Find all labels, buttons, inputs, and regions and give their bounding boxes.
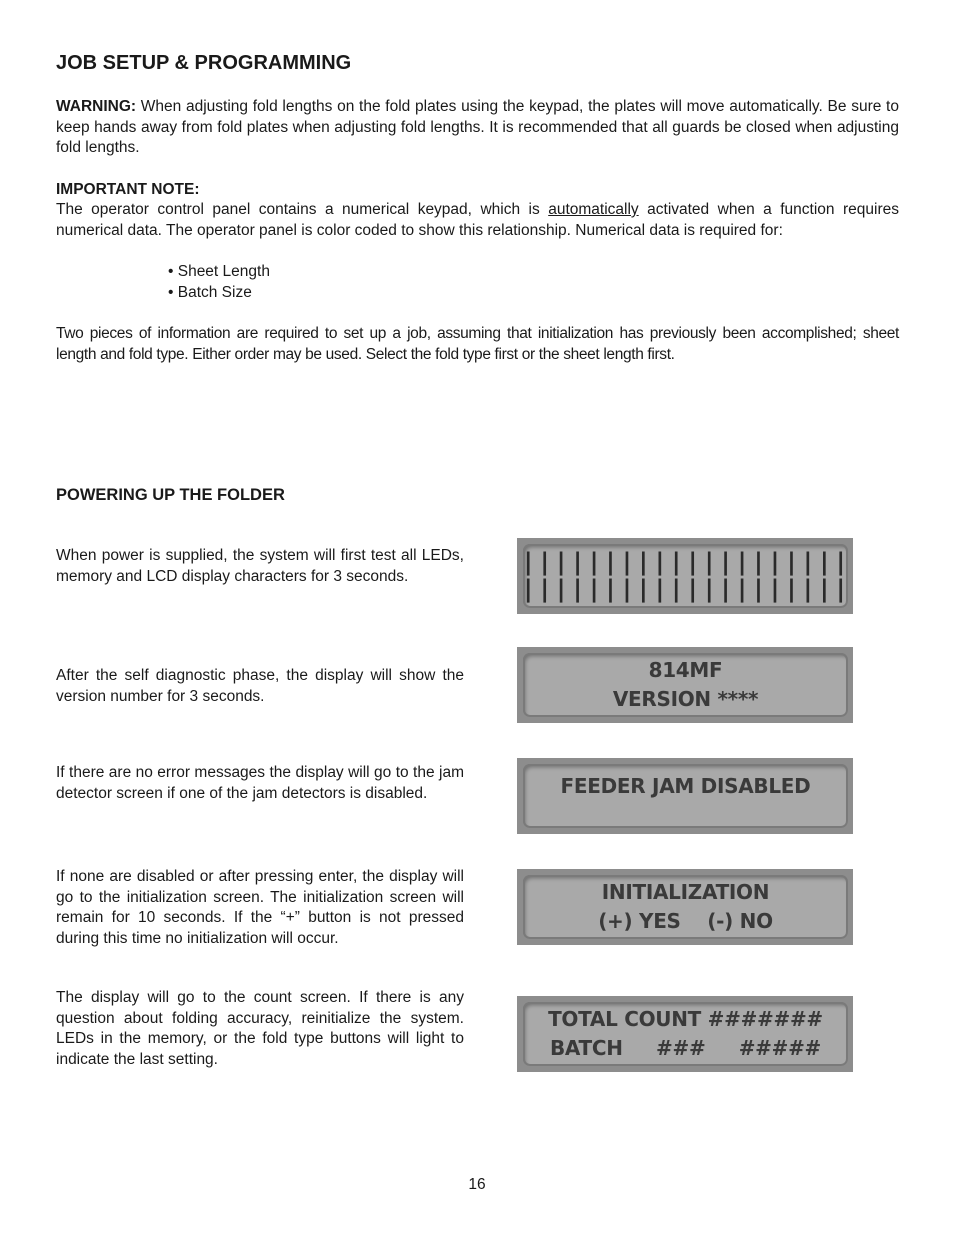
job-info-paragraph: Two pieces of information are required to set up a job, assuming that initialization has previously been accomplished; sheet length and fold type. Either order may be used. Select the fold type first or the sheet length first. — [56, 325, 899, 363]
lcd-batch: BATCH ### ##### — [549, 1036, 822, 1060]
lcd-jam-display — [517, 758, 853, 834]
step-version-text: After the self diagnostic phase, the display will show the version number for 3 seconds. — [56, 667, 464, 705]
warning-paragraph — [56, 97, 899, 159]
warning-label: WARNING: — [56, 98, 137, 115]
lcd-test-line-2: |||||||||||||||||||| — [521, 575, 850, 603]
lcd-initialization-display — [517, 869, 853, 945]
note-text-before: The operator control panel contains a numerical keypad, which is — [56, 201, 549, 218]
required-data-list — [168, 262, 270, 303]
lcd-count-display — [517, 996, 853, 1072]
list-item-batch-size: • Batch Size — [168, 283, 252, 301]
lcd-version-display — [517, 647, 853, 723]
lcd-feeder-jam-text: FEEDER JAM DISABLED — [560, 774, 811, 798]
step-jam-detector-text: If there are no error messages the display will go to the jam detector screen if one of the jam detectors is disabled. — [56, 764, 464, 802]
step-count-screen-text: The display will go to the count screen. If there is any question about folding accuracy, reinitialize the system. LEDs in the memory, or the fold type buttons will light to indicate the last setting. — [56, 989, 464, 1068]
step-self-test-text: When power is supplied, the system will first test all LEDs, memory and LCD display characters for 3 seconds. — [56, 547, 464, 585]
important-note-paragraph — [56, 200, 899, 241]
note-text-after: activated when a function requires numerical data. The operator panel is color coded to show this relationship. Numerical data is required for: — [56, 201, 899, 239]
warning-text: When adjusting fold lengths on the fold plates using the keypad, the plates will move automatically. Be sure to keep hands away from fold plates when adjusting fold lengths. It is recommended that all guards be closed when adjusting fold lengths. — [56, 98, 899, 156]
lcd-initialization-options: (+) YES (-) NO — [598, 909, 773, 933]
list-item-sheet-length: • Sheet Length — [168, 263, 270, 280]
lcd-total-count: TOTAL COUNT ####### — [548, 1007, 823, 1031]
page-title: JOB SETUP & PROGRAMMING — [56, 52, 352, 74]
lcd-version-number: VERSION **** — [612, 687, 759, 711]
page-number: 16 — [468, 1176, 486, 1193]
step-initialization-text: If none are disabled or after pressing enter, the display will go to the initialization screen. The initialization screen will remain for 10 seconds. If the “+” button is not pressed during this time no initialization will occur. — [56, 868, 464, 947]
lcd-test-line-1: |||||||||||||||||||| — [521, 548, 850, 576]
lcd-initialization-title: INITIALIZATION — [601, 880, 770, 904]
important-note-label: IMPORTANT NOTE: — [56, 181, 200, 198]
lcd-version-model: 814MF — [648, 658, 723, 682]
lcd-self-test-display — [517, 538, 853, 614]
note-underlined-word: automatically — [548, 201, 639, 218]
section-heading-powering-up: POWERING UP THE FOLDER — [56, 486, 285, 504]
